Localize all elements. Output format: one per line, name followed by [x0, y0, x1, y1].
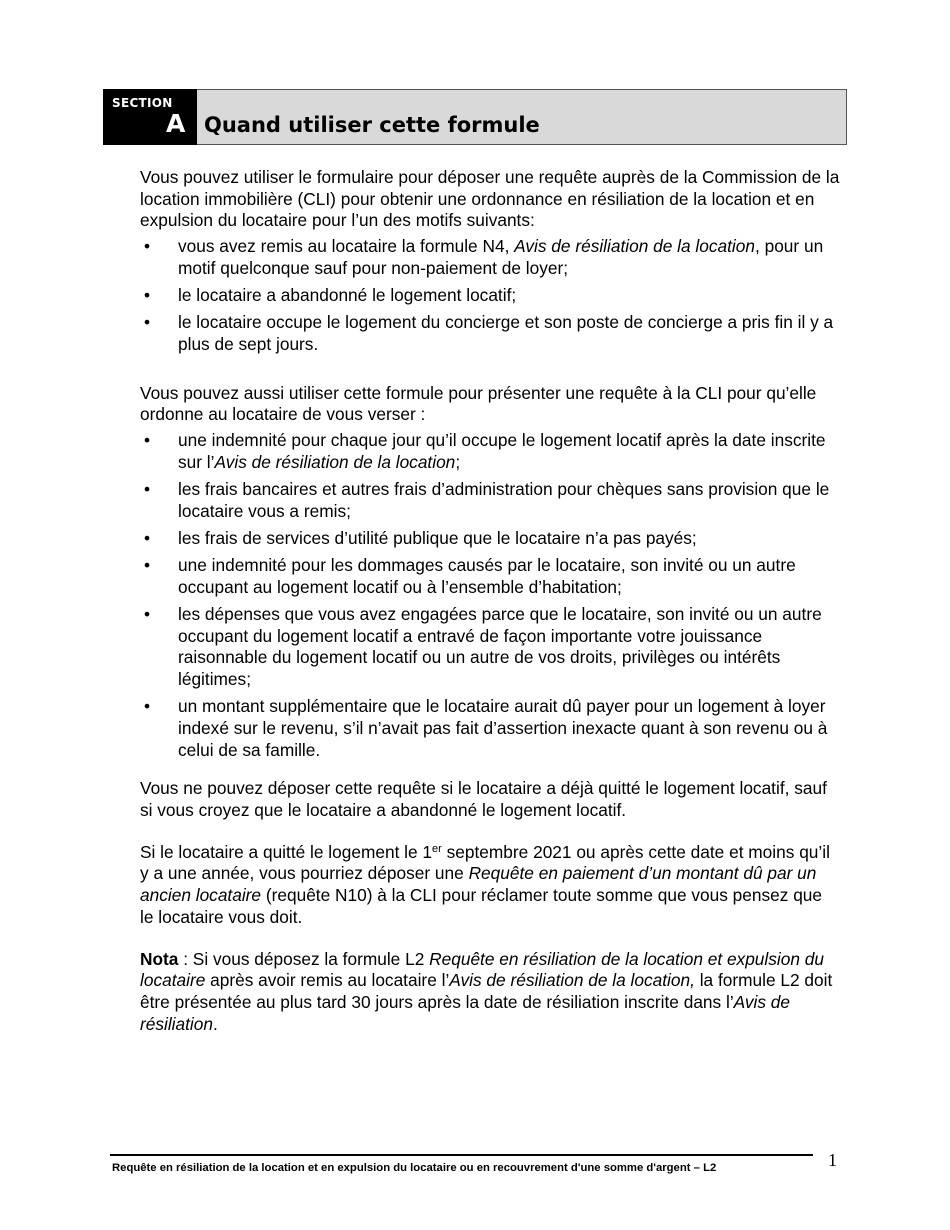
bullet-marker: • — [144, 430, 151, 451]
bullet-marker: • — [144, 696, 151, 717]
section-header — [103, 89, 847, 145]
document-body — [140, 167, 840, 1035]
list-item: • une indemnité pour les dommages causés par le locataire, son invité ou un autre occupant au logement locatif ou à l’ensemble d’habitation; — [144, 555, 796, 597]
footer-form-title: Requête en résiliation de la location et en expulsion du locataire ou en recouvrement d'une somme d'argent – L2 — [112, 1162, 717, 1174]
nota-paragraph: Nota : Si vous déposez la formule L2 Requête en résiliation de la location et expulsion du locataire après avoir remis au locataire l’Avis de résiliation de la location, la formule L2 doit être présentée au plus tard 30 jours après la date de résiliation inscrite dans l’Avis de résiliation. — [140, 948, 833, 1034]
list-item: • les frais bancaires et autres frais d’administration pour chèques sans provision que le locataire vous a remis; — [144, 478, 830, 521]
bullet-marker: • — [144, 285, 151, 306]
page-number: 1 — [828, 1150, 837, 1170]
bullet-marker: • — [144, 555, 151, 576]
intro-paragraph: Vous pouvez utiliser le formulaire pour déposer une requête auprès de la Commission de la location immobilière (CLI) pour obtenir une ordonnance en résiliation de la location et en expulsion du locataire pour l’un des motifs suivants: — [140, 167, 840, 231]
bullet-marker: • — [144, 236, 151, 257]
footer-divider — [110, 1154, 813, 1156]
additional-claims-paragraph: Vous pouvez aussi utiliser cette formule pour présenter une requête à la CLI pour qu’elle ordonne au locataire de vous verser : — [140, 382, 817, 425]
former-tenant-paragraph: Si le locataire a quitté le logement le 1er septembre 2021 ou après cette date et moins qu’il y a une année, vous pourriez déposer une Requête en paiement d’un montant dû par un ancien locataire (requête N10) à la CLI pour réclamer toute somme que vous pensez que le locataire vous doit. — [140, 841, 830, 927]
list-item: • les dépenses que vous avez engagées parce que le locataire, son invité ou un autre occupant du logement locatif a entravé de façon importante votre jouissance raisonnable du logement locatif ou un autre de vos droits, privilèges ou intérêts légitimes; — [144, 603, 822, 690]
claims-list — [140, 430, 840, 761]
bullet-marker: • — [144, 527, 151, 548]
section-badge — [103, 89, 197, 145]
section-title: Quand utiliser cette formule — [204, 113, 540, 137]
section-label: SECTION — [112, 96, 173, 110]
list-item: • un montant supplémentaire que le locataire aurait dû payer pour un logement à loyer indexé sur le revenu, s’il n’avait pas fait d’assertion inexacte quant à son revenu ou à celui de sa famille. — [144, 696, 828, 760]
list-item: • vous avez remis au locataire la formule N4, Avis de résiliation de la location, pour un motif quelconque sauf pour non-paiement de loyer; — [144, 236, 824, 278]
grounds-list — [140, 236, 840, 356]
section-letter: A — [166, 109, 186, 138]
list-item: • une indemnité pour chaque jour qu’il occupe le logement locatif après la date inscrite sur l’Avis de résiliation de la location; — [144, 430, 826, 472]
list-item: • le locataire occupe le logement du concierge et son poste de concierge a pris fin il y a plus de sept jours. — [144, 312, 834, 354]
bullet-marker: • — [144, 603, 151, 624]
bullet-marker: • — [144, 312, 151, 333]
list-item: • le locataire a abandonné le logement locatif; — [144, 285, 517, 306]
nota-label: Nota — [140, 948, 179, 969]
list-item: • les frais de services d’utilité publique que le locataire n’a pas payés; — [144, 527, 697, 548]
restriction-paragraph: Vous ne pouvez déposer cette requête si le locataire a déjà quitté le logement locatif, sauf si vous croyez que le locataire a abandonné le logement locatif. — [140, 778, 827, 821]
bullet-marker: • — [144, 478, 151, 499]
